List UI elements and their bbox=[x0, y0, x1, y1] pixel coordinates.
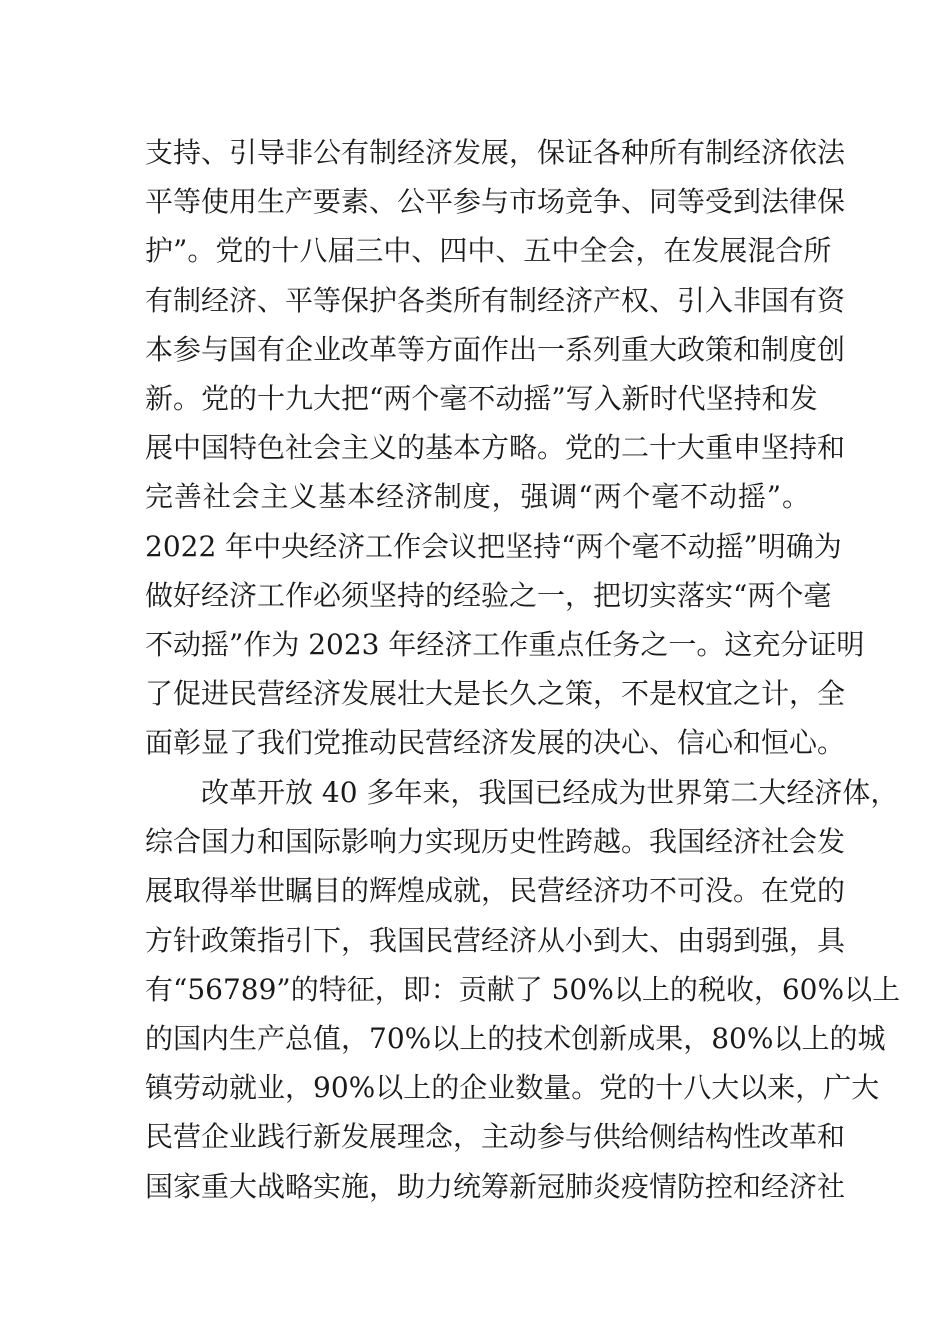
text-line: 综合国力和国际影响力实现历史性跨越。我国经济社会发 bbox=[145, 825, 846, 859]
text-line: 平等使用生产要素、公平参与市场竞争、同等受到法律保 bbox=[145, 185, 846, 219]
text-line: 不动摇”作为 2023 年经济工作重点任务之一。这充分证明 bbox=[145, 627, 865, 661]
text-line: 有制经济、平等保护各类所有制经济产权、引入非国有资 bbox=[145, 283, 846, 317]
paragraph-two bbox=[145, 768, 901, 1211]
text-line: 面彰显了我们党推动民营经济发展的决心、信心和恒心。 bbox=[145, 726, 846, 760]
text-line: 2022 年中央经济工作会议把坚持“两个毫不动摇”明确为 bbox=[145, 529, 842, 563]
text-line: 护”。党的十八届三中、四中、五中全会，在发展混合所 bbox=[145, 234, 832, 268]
text-line: 国家重大战略实施，助力统筹新冠肺炎疫情防控和经济社 bbox=[145, 1169, 846, 1203]
text-line: 展中国特色社会主义的基本方略。党的二十大重申坚持和 bbox=[145, 431, 846, 465]
text-line: 方针政策指引下，我国民营经济从小到大、由弱到强，具 bbox=[145, 923, 846, 957]
text-line: 完善社会主义基本经济制度，强调“两个毫不动摇”。 bbox=[145, 480, 810, 514]
text-line: 新。党的十九大把“两个毫不动摇”写入新时代坚持和发 bbox=[145, 381, 818, 415]
text-line: 做好经济工作必须坚持的经验之一，把切实落实“两个毫 bbox=[145, 578, 832, 612]
text-line: 民营企业践行新发展理念，主动参与供给侧结构性改革和 bbox=[145, 1120, 846, 1154]
text-line: 本参与国有企业改革等方面作出一系列重大政策和制度创 bbox=[145, 332, 846, 366]
text-line: 改革开放 40 多年来，我国已经成为世界第二大经济体， bbox=[201, 776, 899, 809]
text-line: 展取得举世瞩目的辉煌成就，民营经济功不可没。在党的 bbox=[145, 874, 846, 908]
text-line: 了促进民营经济发展壮大是长久之策，不是权宜之计，全 bbox=[145, 677, 846, 711]
paragraph-one bbox=[145, 128, 865, 767]
text-line: 的国内生产总值，70%以上的技术创新成果，80%以上的城 bbox=[145, 1021, 886, 1055]
text-line: 镇劳动就业，90%以上的企业数量。党的十八大以来，广大 bbox=[145, 1071, 880, 1105]
text-line: 有“56789”的特征，即：贡献了 50%以上的税收，60%以上 bbox=[145, 972, 901, 1006]
text-line: 支持、引导非公有制经济发展，保证各种所有制经济依法 bbox=[145, 136, 846, 169]
